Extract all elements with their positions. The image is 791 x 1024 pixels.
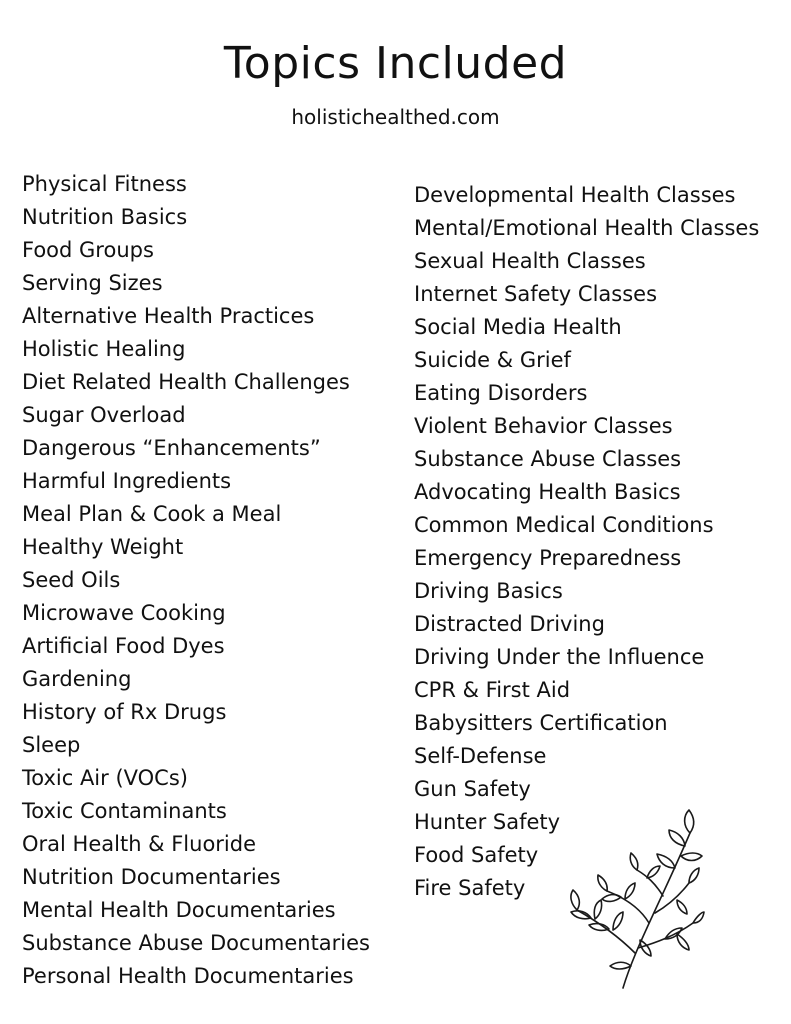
topic-item: Advocating Health Basics [414, 480, 681, 504]
topic-item: Oral Health & Fluoride [22, 832, 257, 856]
topic-item: Sexual Health Classes [414, 249, 646, 273]
topic-item: Distracted Driving [414, 612, 605, 636]
topic-list-right [414, 179, 759, 905]
topic-item: Sugar Overload [22, 403, 186, 427]
topic-item: CPR & First Aid [414, 678, 571, 702]
topic-item: Substance Abuse Documentaries [22, 931, 370, 955]
topic-item: Physical Fitness [22, 172, 187, 196]
topic-item: Social Media Health [414, 315, 622, 339]
leaf-branch-icon [565, 808, 705, 993]
topic-item: Suicide & Grief [414, 348, 571, 372]
topic-item: Common Medical Conditions [414, 513, 714, 537]
topic-item: Violent Behavior Classes [414, 414, 673, 438]
topic-item: Hunter Safety [414, 810, 561, 834]
topic-item: Nutrition Basics [22, 205, 188, 229]
topic-item: Food Groups [22, 238, 154, 262]
topic-item: Seed Oils [22, 568, 121, 592]
topic-item: Driving Under the Influence [414, 645, 705, 669]
topic-item: Harmful Ingredients [22, 469, 232, 493]
topic-item: Food Safety [414, 843, 539, 867]
topic-item: Mental/Emotional Health Classes [414, 216, 760, 240]
topic-item: Toxic Contaminants [22, 799, 227, 823]
topic-item: Alternative Health Practices [22, 304, 315, 328]
topic-item: Substance Abuse Classes [414, 447, 682, 471]
topic-item: Mental Health Documentaries [22, 898, 336, 922]
topic-item: Fire Safety [414, 876, 526, 900]
topic-item: Holistic Healing [22, 337, 186, 361]
topic-item: Gardening [22, 667, 132, 691]
topic-item: Diet Related Health Challenges [22, 370, 350, 394]
topic-list-left [22, 168, 370, 993]
topic-item: Dangerous “Enhancements” [22, 436, 321, 460]
topic-item: Self-Defense [414, 744, 547, 768]
topic-item: History of Rx Drugs [22, 700, 227, 724]
topic-item: Microwave Cooking [22, 601, 226, 625]
topic-item: Driving Basics [414, 579, 563, 603]
topic-item: Eating Disorders [414, 381, 588, 405]
page-title: Topics Included [223, 38, 568, 89]
topic-item: Sleep [22, 733, 81, 757]
topic-item: Developmental Health Classes [414, 183, 736, 207]
topic-item: Gun Safety [414, 777, 531, 801]
topic-item: Artificial Food Dyes [22, 634, 225, 658]
topic-item: Internet Safety Classes [414, 282, 658, 306]
topic-item: Serving Sizes [22, 271, 163, 295]
topic-item: Nutrition Documentaries [22, 865, 281, 889]
topic-item: Personal Health Documentaries [22, 964, 354, 988]
topic-item: Emergency Preparedness [414, 546, 682, 570]
website-url: holistichealthed.com [291, 105, 500, 129]
topic-item: Meal Plan & Cook a Meal [22, 502, 282, 526]
topic-item: Toxic Air (VOCs) [22, 766, 188, 790]
topic-item: Babysitters Certification [414, 711, 668, 735]
topic-item: Healthy Weight [22, 535, 184, 559]
